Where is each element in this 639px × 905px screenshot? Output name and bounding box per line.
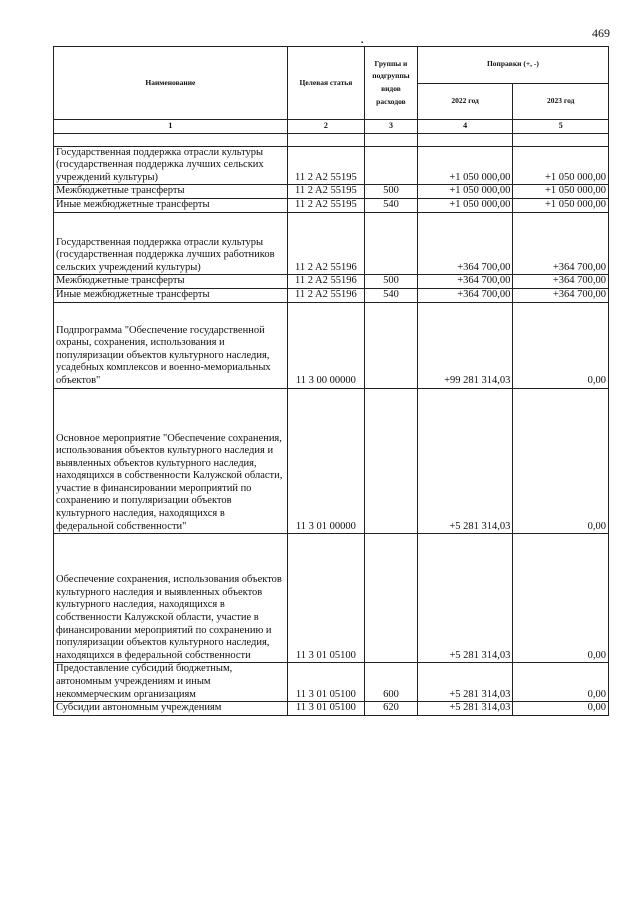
table-row [54, 212, 609, 275]
row-amount-2022: +5 281 314,03 [417, 663, 513, 702]
budget-table [53, 46, 609, 716]
row-group: 540 [365, 198, 418, 212]
row-name: Межбюджетные трансферты [54, 275, 288, 289]
row-amount-2023: 0,00 [513, 702, 609, 716]
row-name: Подпрограмма "Обеспечение государственной охраны, сохранения, использования и популяризации объектов культурного наследия, усадебных комплексов и военно-мемориальных объектов" [54, 302, 288, 388]
header-year-2022: 2022 год [417, 83, 513, 120]
row-code: 11 3 00 00000 [287, 302, 364, 388]
row-name: Межбюджетные трансферты [54, 185, 288, 199]
row-amount-2022: +99 281 314,03 [417, 302, 513, 388]
row-code: 11 3 01 05100 [287, 702, 364, 716]
row-amount-2023: +364 700,00 [513, 212, 609, 275]
row-amount-2023: 0,00 [513, 534, 609, 663]
row-code: 11 3 01 05100 [287, 534, 364, 663]
col-number: 1 [54, 120, 288, 134]
row-group: 500 [365, 185, 418, 199]
page-number: 469 [592, 26, 610, 40]
row-group [365, 212, 418, 275]
row-amount-2023: 0,00 [513, 388, 609, 534]
row-amount-2023: +1 050 000,00 [513, 198, 609, 212]
header-year-2023: 2023 год [513, 83, 609, 120]
row-group [365, 302, 418, 388]
row-amount-2023: 0,00 [513, 663, 609, 702]
header-target: Целевая статья [287, 47, 364, 120]
table-row [54, 702, 609, 716]
table-row [54, 302, 609, 388]
row-name: Государственная поддержка отрасли культуры (государственная поддержка лучших работников сельских учреждений культуры) [54, 212, 288, 275]
table-row [54, 288, 609, 302]
row-amount-2022: +364 700,00 [417, 288, 513, 302]
row-name: Иные межбюджетные трансферты [54, 288, 288, 302]
row-name: Обеспечение сохранения, использования объектов культурного наследия и выявленных объектов культурного наследия, находящихся в собственности Калужской области, участие в финансировании мероприятий по сохранению и популяризации объектов культурного наследия, находящихся в федеральной собственности [54, 534, 288, 663]
row-amount-2022: +5 281 314,03 [417, 702, 513, 716]
row-group [365, 146, 418, 185]
row-amount-2023: +1 050 000,00 [513, 146, 609, 185]
row-group [365, 534, 418, 663]
row-name: Субсидии автономным учреждениям [54, 702, 288, 716]
header-row [54, 47, 609, 84]
row-name: Государственная поддержка отрасли культуры (государственная поддержка лучших сельских учреждений культуры) [54, 146, 288, 185]
row-code: 11 2 A2 55195 [287, 185, 364, 199]
table-row [54, 534, 609, 663]
row-amount-2022: +1 050 000,00 [417, 146, 513, 185]
row-amount-2022: +364 700,00 [417, 212, 513, 275]
table-row [54, 663, 609, 702]
spacer-row [54, 133, 609, 146]
col-number: 4 [417, 120, 513, 134]
row-code: 11 2 A2 55195 [287, 198, 364, 212]
row-amount-2022: +1 050 000,00 [417, 198, 513, 212]
row-amount-2022: +5 281 314,03 [417, 388, 513, 534]
table-row [54, 146, 609, 185]
row-code: 11 2 A2 55196 [287, 275, 364, 289]
table-row [54, 388, 609, 534]
row-group: 600 [365, 663, 418, 702]
table-row [54, 275, 609, 289]
row-group: 540 [365, 288, 418, 302]
header-name: Наименование [54, 47, 288, 120]
row-code: 11 3 01 00000 [287, 388, 364, 534]
column-numbers-row [54, 120, 609, 134]
table-row [54, 185, 609, 199]
col-number: 3 [365, 120, 418, 134]
row-name: Основное мероприятие "Обеспечение сохранения, использования объектов культурного наследия и выявленных объектов культурного наследия, находящихся в собственности Калужской области, участие в финансировании мероприятий по сохранению и популяризации объектов культурного наследия, находящихся в федеральной собственности" [54, 388, 288, 534]
row-group: 500 [365, 275, 418, 289]
header-groups: Группы и подгруппы видов расходов [365, 47, 418, 120]
table-row [54, 198, 609, 212]
row-amount-2022: +1 050 000,00 [417, 185, 513, 199]
row-amount-2022: +5 281 314,03 [417, 534, 513, 663]
col-number: 5 [513, 120, 609, 134]
row-name: Иные межбюджетные трансферты [54, 198, 288, 212]
row-amount-2022: +364 700,00 [417, 275, 513, 289]
scan-mark: ▪ [361, 40, 364, 46]
row-amount-2023: +364 700,00 [513, 288, 609, 302]
col-number: 2 [287, 120, 364, 134]
row-amount-2023: 0,00 [513, 302, 609, 388]
row-code: 11 2 A2 55196 [287, 212, 364, 275]
row-amount-2023: +1 050 000,00 [513, 185, 609, 199]
row-code: 11 3 01 05100 [287, 663, 364, 702]
row-amount-2023: +364 700,00 [513, 275, 609, 289]
row-name: Предоставление субсидий бюджетным, автономным учреждениям и иным некоммерческим организациям [54, 663, 288, 702]
row-group [365, 388, 418, 534]
row-code: 11 2 A2 55195 [287, 146, 364, 185]
row-group: 620 [365, 702, 418, 716]
row-code: 11 2 A2 55196 [287, 288, 364, 302]
header-amendments: Поправки (+, -) [417, 47, 608, 84]
